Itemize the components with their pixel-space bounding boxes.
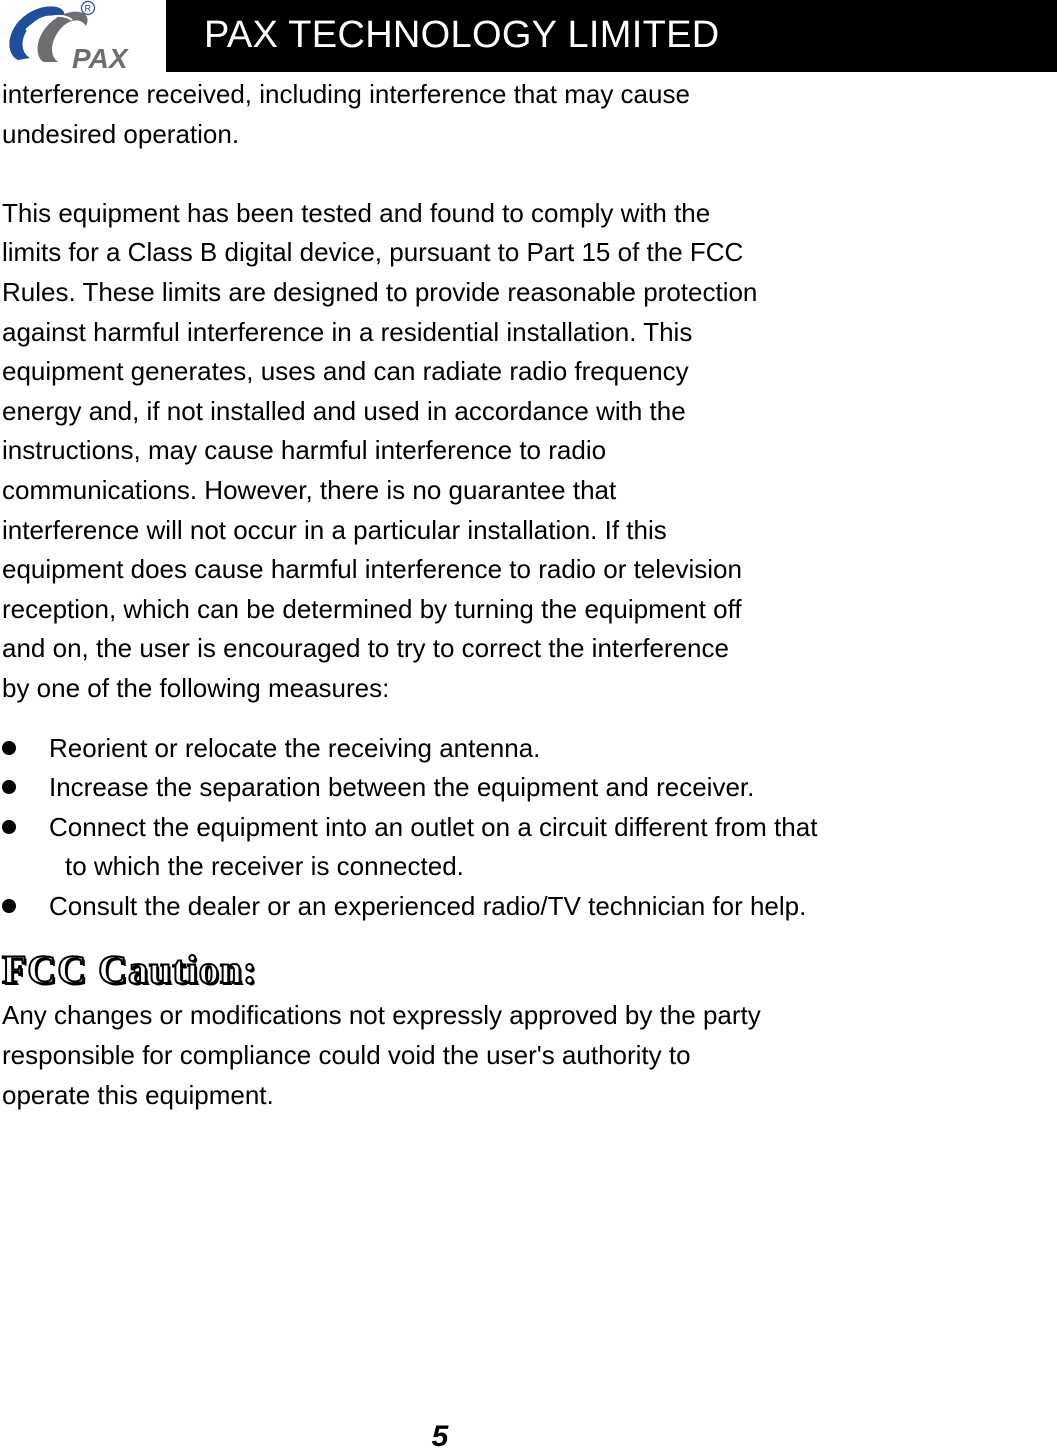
intro-paragraph: interference received, including interference that may cause undesired operation.: [2, 79, 690, 149]
logo-wordmark: PAX: [72, 43, 128, 72]
bullet-icon: [2, 899, 16, 913]
list-item: [2, 729, 882, 769]
compliance-paragraph: This equipment has been tested and found to comply with the limits for a Class B digital device, pursuant to Part 15 of the FCC Rules. These limits are designed to provide reasonable protection against harmful interference in a residential installation. This equipment generates, uses and can radiate radio frequency energy and, if not installed and used in accordance with the instructions, may cause harmful interference to radio communications. However, there is no guarantee that interference will not occur in a particular installation. If this equipment does cause harmful interference to radio or television reception, which can be determined by turning the equipment off and on, the user is encouraged to try to correct the interference by one of the following measures:: [2, 197, 758, 703]
page-content: [2, 75, 882, 1115]
measures-list: [2, 729, 882, 927]
list-item-text: Increase the separation between the equipment and receiver.: [49, 772, 755, 803]
list-item: [2, 808, 882, 887]
bullet-icon: [2, 741, 16, 755]
fcc-caution-heading: FCC Caution:: [2, 947, 258, 993]
list-item: [2, 768, 882, 808]
list-item-continuation: to which the receiver is connected.: [65, 851, 464, 882]
list-item-text: Connect the equipment into an outlet on a circuit different from that: [49, 811, 818, 842]
list-item-text: Reorient or relocate the receiving antenna.: [49, 732, 541, 763]
page-number: 5: [431, 1420, 449, 1453]
page-header: [0, 0, 1057, 74]
title-banner: [166, 0, 1057, 72]
banner-title: PAX TECHNOLOGY LIMITED: [204, 14, 720, 56]
list-item: [2, 887, 882, 927]
list-spacer: [2, 709, 882, 729]
paragraph-spacer: [2, 154, 882, 194]
bullet-icon: [2, 820, 16, 834]
svg-text:R: R: [84, 3, 91, 14]
pax-logo: [0, 0, 160, 72]
bullet-icon: [2, 780, 16, 794]
list-item-text: Consult the dealer or an experienced radio/TV technician for help.: [49, 890, 807, 921]
caution-paragraph: Any changes or modifications not expressly approved by the party responsible for compliance could void the user's authority to operate this equipment.: [2, 1000, 761, 1110]
